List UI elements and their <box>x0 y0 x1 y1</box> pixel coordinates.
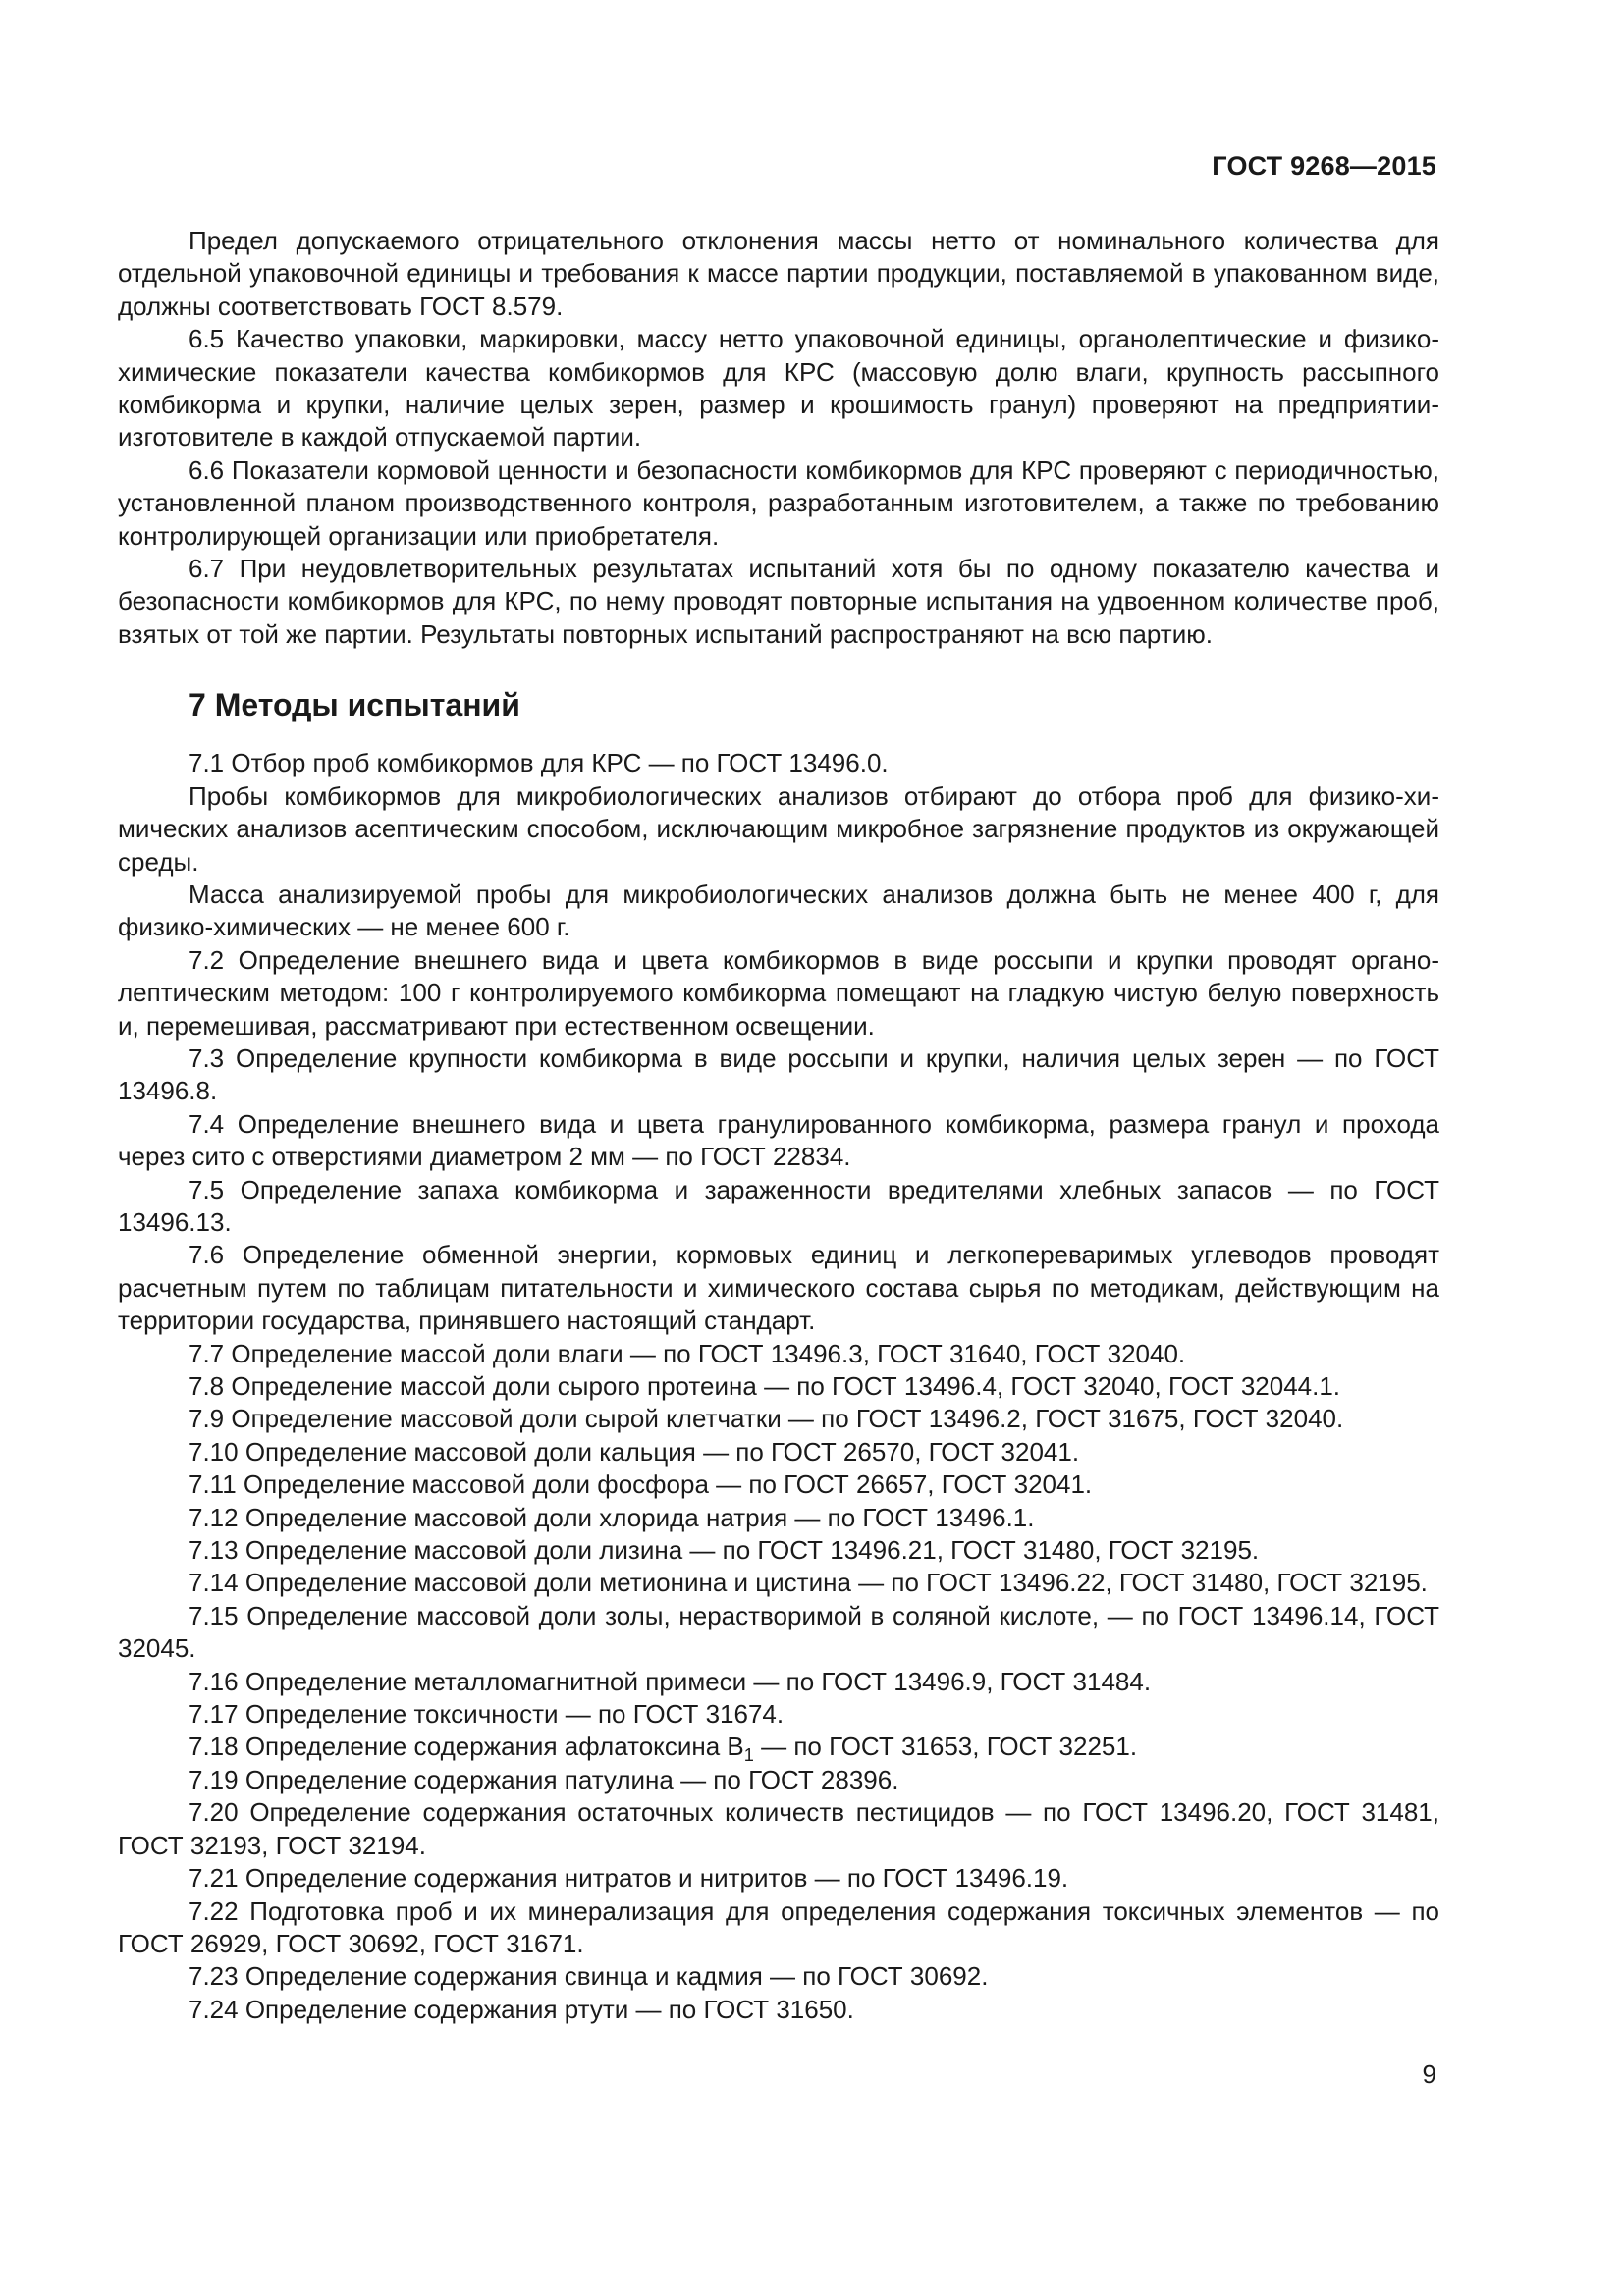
paragraph-7-23: 7.23 Определение содержания свинца и кадмия — по ГОСТ 30692. <box>189 1961 989 1992</box>
subscript-1: 1 <box>743 1745 754 1766</box>
paragraph-7-10: 7.10 Определение массовой доли кальция — по ГОСТ 26570, ГОСТ 32041. <box>189 1436 1080 1467</box>
paragraph-6-5: 6.5 Качество упаковки, маркировки, массу нетто упаковочной единицы, органолептические и физико-химические показатели качества комбикормов для КРС (массовую долю влаги, крупность рассыпного комбикорма и крупки, наличие целых зерен, размер и крошимость гранул) проверяют на предприятии-изготовителе в каждой отпускаемой партии. <box>118 324 1439 453</box>
paragraph-7-24: 7.24 Определение содержания ртути — по ГОСТ 31650. <box>189 1994 854 2024</box>
paragraph-7-21: 7.21 Определение содержания нитратов и нитритов — по ГОСТ 13496.19. <box>189 1863 1069 1894</box>
paragraph-microbiology-sampling: Пробы комбикормов для микробиологических анализов отбирают до отбора проб для физико-химических анализов асептическим способом, исключающим микробное загрязнение продуктов из окружающей среды. <box>118 780 1439 877</box>
paragraph-7-2: 7.2 Определение внешнего вида и цвета комбикормов в виде россыпи и крупки проводят органолептическим методом: 100 г контролируемого комбикорма помещают на гладкую чистую белую поверхность и, перемешивая, рассматривают при естественном освещении. <box>118 944 1439 1041</box>
paragraph-7-9: 7.9 Определение массовой доли сырой клетчатки — по ГОСТ 13496.2, ГОСТ 31675, ГОСТ 32040. <box>189 1404 1344 1434</box>
paragraph-7-20: 7.20 Определение содержания остаточных количеств пестицидов — по ГОСТ 13496.20, ГОСТ 31481, ГОСТ 32193, ГОСТ 32194. <box>118 1797 1439 1860</box>
paragraph-7-22: 7.22 Подготовка проб и их минерализация для определения содержания токсичных элементов — по ГОСТ 26929, ГОСТ 30692, ГОСТ 31671. <box>118 1896 1439 1958</box>
paragraph-6-7: 6.7 При неудовлетворительных результатах испытаний хотя бы по одному показателю качества и безопасности комбикормов для КРС, по нему проводят повторные испытания на удвоенном количестве проб, взятых от той же партии. Результаты повторных испытаний распространяют на всю партию. <box>118 554 1439 649</box>
document-code-header: ГОСТ 9268—2015 <box>1212 151 1436 181</box>
paragraph-7-14: 7.14 Определение массовой доли метионина и цистина — по ГОСТ 13496.22, ГОСТ 31480, ГОСТ 32195. <box>189 1568 1428 1598</box>
paragraph-7-18 <box>118 1731 1439 1766</box>
paragraph-7-18-text: 7.18 Определение содержания афлатоксина В <box>189 1732 744 1762</box>
paragraph-7-7: 7.7 Определение массой доли влаги — по ГОСТ 13496.3, ГОСТ 31640, ГОСТ 32040. <box>189 1338 1186 1368</box>
paragraph-7-1: 7.1 Отбор проб комбикормов для КРС — по ГОСТ 13496.0. <box>189 748 889 778</box>
page-number: 9 <box>1422 2059 1436 2089</box>
section-heading-test-methods: 7 Методы испытаний <box>189 687 520 723</box>
paragraph-7-12: 7.12 Определение массовой доли хлорида натрия — по ГОСТ 13496.1. <box>189 1502 1035 1532</box>
paragraph-7-6: 7.6 Определение обменной энергии, кормовых единиц и легкопереваримых углеводов проводят расчетным путем по таблицам питательности и химического состава сырья по методикам, действующим на территории государства, принявшего настоящий стандарт. <box>118 1240 1439 1336</box>
paragraph-7-18-refs: — по ГОСТ 31653, ГОСТ 32251. <box>753 1732 1138 1762</box>
paragraph-sample-mass: Масса анализируемой пробы для микробиологических анализов должна быть не менее 400 г, для физико-химических — не менее 600 г. <box>118 879 1439 942</box>
paragraph-7-4: 7.4 Определение внешнего вида и цвета гранулированного комбикорма, размера гранул и прохода через сито с отверстиями диаметром 2 мм — по ГОСТ 22834. <box>118 1108 1439 1172</box>
paragraph-7-5: 7.5 Определение запаха комбикорма и зараженности вредителями хлебных запасов — по ГОСТ 13496.13. <box>118 1174 1439 1237</box>
paragraph-7-11: 7.11 Определение массовой доли фосфора — по ГОСТ 26657, ГОСТ 32041. <box>189 1469 1093 1500</box>
paragraph-7-17: 7.17 Определение токсичности — по ГОСТ 31674. <box>189 1699 785 1730</box>
paragraph-7-15: 7.15 Определение массовой доли золы, нерастворимой в соляной кислоте, — по ГОСТ 13496.14, ГОСТ 32045. <box>118 1600 1439 1664</box>
paragraph-7-13: 7.13 Определение массовой доли лизина — по ГОСТ 13496.21, ГОСТ 31480, ГОСТ 32195. <box>189 1535 1260 1566</box>
paragraph-net-mass-tolerance: Предел допускаемого отрицательного отклонения массы нетто от номинального количества для отдельной упаковочной единицы и требования к массе партии продукции, поставляемой в упакованном виде, должны соответствовать ГОСТ 8.579. <box>118 226 1439 321</box>
page-body <box>118 225 1439 2026</box>
paragraph-7-16: 7.16 Определение металломагнитной примеси — по ГОСТ 13496.9, ГОСТ 31484. <box>189 1666 1152 1696</box>
paragraph-7-8: 7.8 Определение массой доли сырого протеина — по ГОСТ 13496.4, ГОСТ 32040, ГОСТ 32044.1. <box>189 1371 1341 1401</box>
paragraph-6-6: 6.6 Показатели кормовой ценности и безопасности комбикормов для КРС проверяют с периодичностью, установленной планом производственного контроля, разработанным изготовителем, а также по требованию контролирующей организации или приобретателя. <box>118 454 1439 551</box>
paragraph-7-3: 7.3 Определение крупности комбикорма в виде россыпи и крупки, наличия целых зерен — по ГОСТ 13496.8. <box>118 1042 1439 1106</box>
paragraph-7-19: 7.19 Определение содержания патулина — по ГОСТ 28396. <box>189 1764 899 1794</box>
